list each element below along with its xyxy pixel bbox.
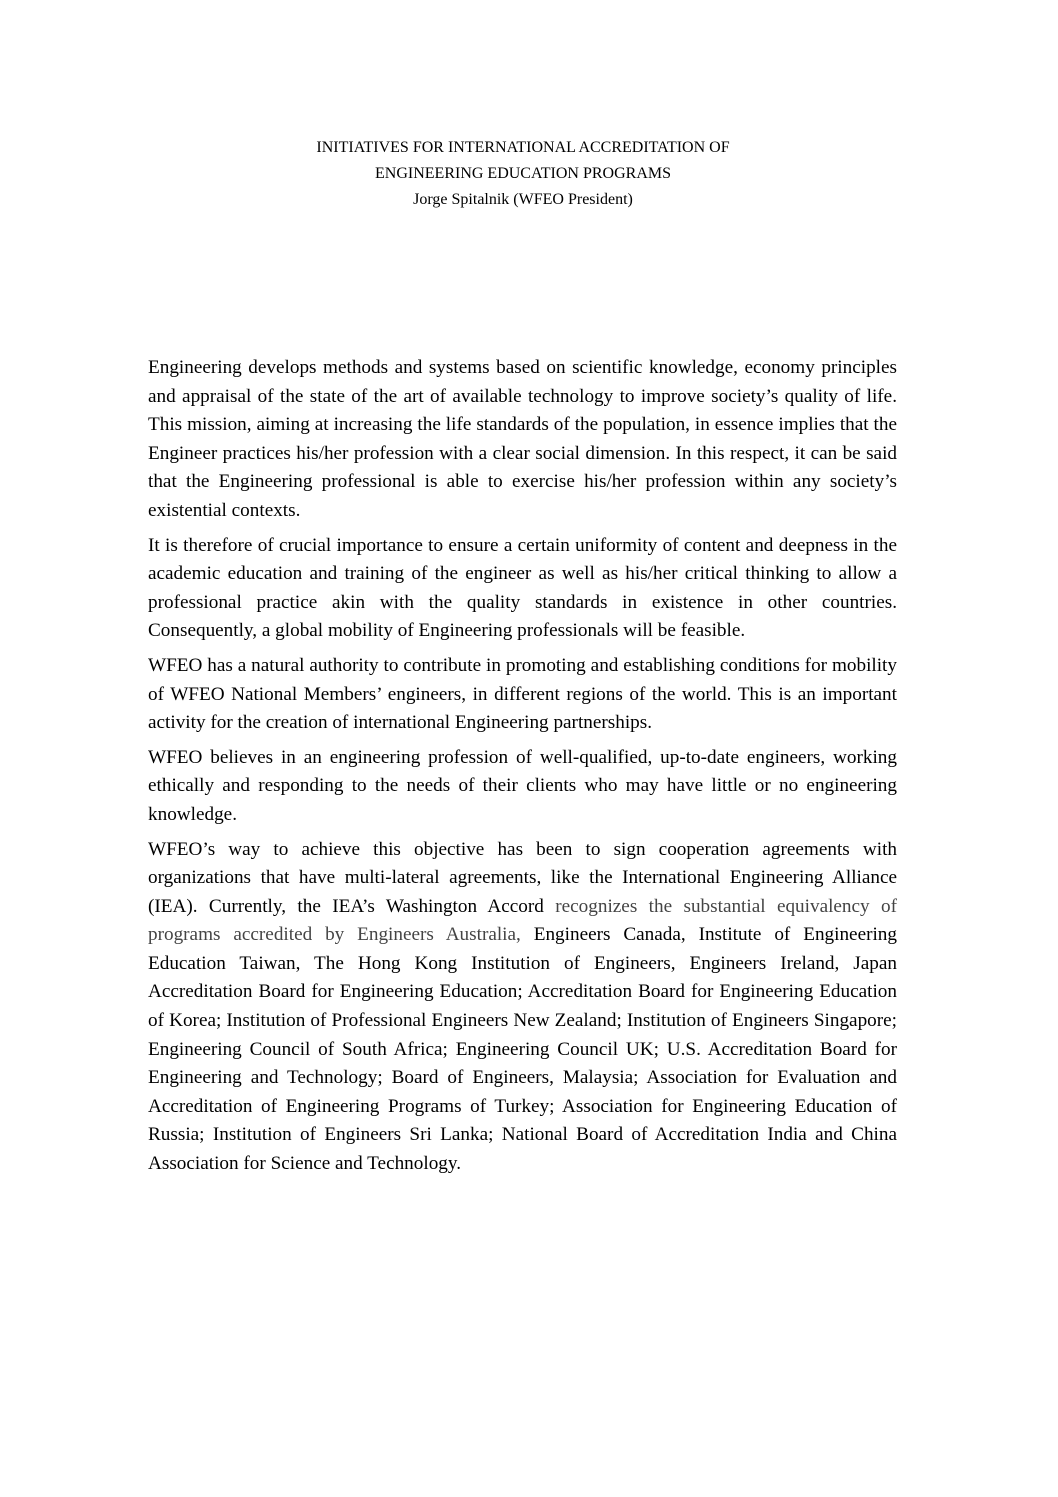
document-body [148,354,897,1185]
title-line-2: ENGINEERING EDUCATION PROGRAMS [375,165,671,182]
title-line-1: INITIATIVES FOR INTERNATIONAL ACCREDITATION OF [316,139,730,156]
paragraph-2: It is therefore of crucial importance to ensure a certain uniformity of content and deepness in the academic education and training of the engineer as well as his/her critical thinking to allow a professional practice akin with the quality standards in existence in other countries. Consequently, a global mobility of Engineering professionals will be feasible. [148,534,897,642]
author-line: Jorge Spitalnik (WFEO President) [413,191,633,208]
paragraph-5-part-3: Engineers Canada, Institute of Engineering Education Taiwan, The Hong Kong Institution of Engineers, Engineers Ireland, Japan Accreditation Board for Engineering Education; Accreditation Board for Engineering Education of Korea; Institution of Professional Engineers New Zealand; Institution of Engineers Singapore; Engineering Council of South Africa; Engineering Council UK; U.S. Accreditation Board for Engineering and Technology; Board of Engineers, Malaysia; Association for Evaluation and Accreditation of Engineering Programs of Turkey; Association for Engineering Education of Russia; Institution of Engineers Sri Lanka; National Board of Accreditation India and China Association for Science and Technology. [148,924,897,1175]
paragraph-5-part-1: WFEO’s way to achieve this objective has been to sign cooperation agreements with organizations that have multi-lateral agreements, like the International Engineering Alliance (IEA). Currently, the IEA’s Washington Accord [148,838,897,917]
paragraph-1: Engineering develops methods and systems based on scientific knowledge, economy principles and appraisal of the state of the art of available technology to improve society’s quality of life. This mission, aiming at increasing the life standards of the population, in essence implies that the Engineer practices his/her profession with a clear social dimension. In this respect, it can be said that the Engineering professional is able to exercise his/her profession within any society’s existential contexts. [148,357,897,521]
paragraph-4: WFEO believes in an engineering profession of well-qualified, up-to-date engineers, working ethically and responding to the needs of their clients who may have little or no engineering knowledge. [148,746,897,825]
paragraph-3: WFEO has a natural authority to contribute in promoting and establishing conditions for mobility of WFEO National Members’ engineers, in different regions of the world. This is an important activity for the creation of international Engineering partnerships. [148,654,897,734]
paragraph-5-part-2: recognizes the substantial equivalency of programs accredited by Engineers Australia, [148,895,898,946]
paragraph-5 [148,836,897,1179]
document-header [0,135,1046,213]
